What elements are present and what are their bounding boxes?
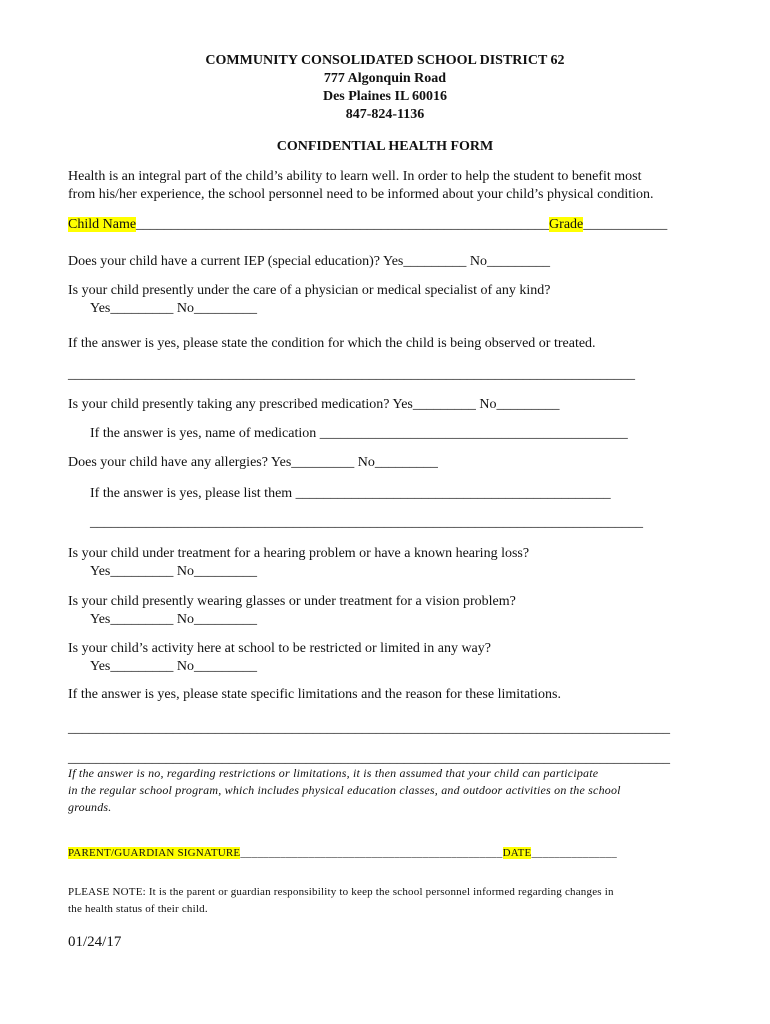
intro-line-2: from his/her experience, the school personnel need to be informed about your child’s physical condition. [68,187,654,202]
grade-field[interactable]: ____________ [583,217,668,232]
child-name-label: Child Name [68,217,137,232]
district-name: COMMUNITY CONSOLIDATED SCHOOL DISTRICT 62 [205,53,565,68]
district-address: 777 Algonquin Road [323,71,447,86]
hearing-question: Is your child under treatment for a hearing problem or have a known hearing loss? [68,546,530,561]
allergies-extra-field[interactable]: _______________________________________________________________________________ [90,515,643,530]
grade-label: Grade [549,217,584,232]
date-label: DATE [502,847,532,859]
limitations-field-1[interactable]: ______________________________________________________________________________________ [68,721,670,736]
assumption-note-line-2: in the regular school program, which includes physical education classes, and outdoor activities on the school [68,783,621,797]
district-phone: 847-824-1136 [345,107,425,122]
condition-field[interactable]: _________________________________________________________________________________ [68,367,635,382]
condition-prompt: If the answer is yes, please state the condition for which the child is being observed or treated. [68,336,596,351]
signature-row [68,845,617,862]
activity-yes-no[interactable]: Yes_________ No_________ [90,659,257,674]
activity-question: Is your child’s activity here at school to be restricted or limited in any way? [68,641,491,656]
please-note-line-1: PLEASE NOTE: It is the parent or guardian responsibility to keep the school personnel informed regarding changes in [68,886,614,898]
child-name-field[interactable]: ___________________________________________________________ [136,217,550,232]
child-name-row [68,216,667,234]
allergies-list-field[interactable]: If the answer is yes, please list them _____________________________________________ [90,486,611,501]
vision-question: Is your child presently wearing glasses or under treatment for a vision problem? [68,594,516,609]
revision-date: 01/24/17 [68,934,122,950]
assumption-note-line-3: grounds. [68,800,112,814]
assumption-note-line-1: If the answer is no, regarding restrictions or limitations, it is then assumed that your child can participate [68,766,599,780]
allergies-question[interactable]: Does your child have any allergies? Yes_________ No_________ [68,455,438,470]
physician-question: Is your child presently under the care of a physician or medical specialist of any kind? [68,283,551,298]
district-city: Des Plaines IL 60016 [322,89,448,104]
signature-label: PARENT/GUARDIAN SIGNATURE [68,847,241,859]
limitations-field-2[interactable]: ______________________________________________________________________________________ [68,751,670,766]
signature-field[interactable]: ______________________________________________ [240,847,503,859]
intro-line-1: Health is an integral part of the child’s ability to learn well. In order to help the student to benefit most [68,169,642,184]
medication-name-field[interactable]: If the answer is yes, name of medication ____________________________________________ [90,426,628,441]
limitations-prompt: If the answer is yes, please state specific limitations and the reason for these limitations. [68,687,561,702]
hearing-yes-no[interactable]: Yes_________ No_________ [90,564,257,579]
form-title: CONFIDENTIAL HEALTH FORM [276,139,494,154]
please-note-line-2: the health status of their child. [68,903,208,915]
physician-yes-no[interactable]: Yes_________ No_________ [90,301,257,316]
date-field[interactable]: _______________ [531,847,617,859]
medication-question[interactable]: Is your child presently taking any prescribed medication? Yes_________ No_________ [68,397,560,412]
vision-yes-no[interactable]: Yes_________ No_________ [90,612,257,627]
iep-question[interactable]: Does your child have a current IEP (special education)? Yes_________ No_________ [68,254,550,269]
